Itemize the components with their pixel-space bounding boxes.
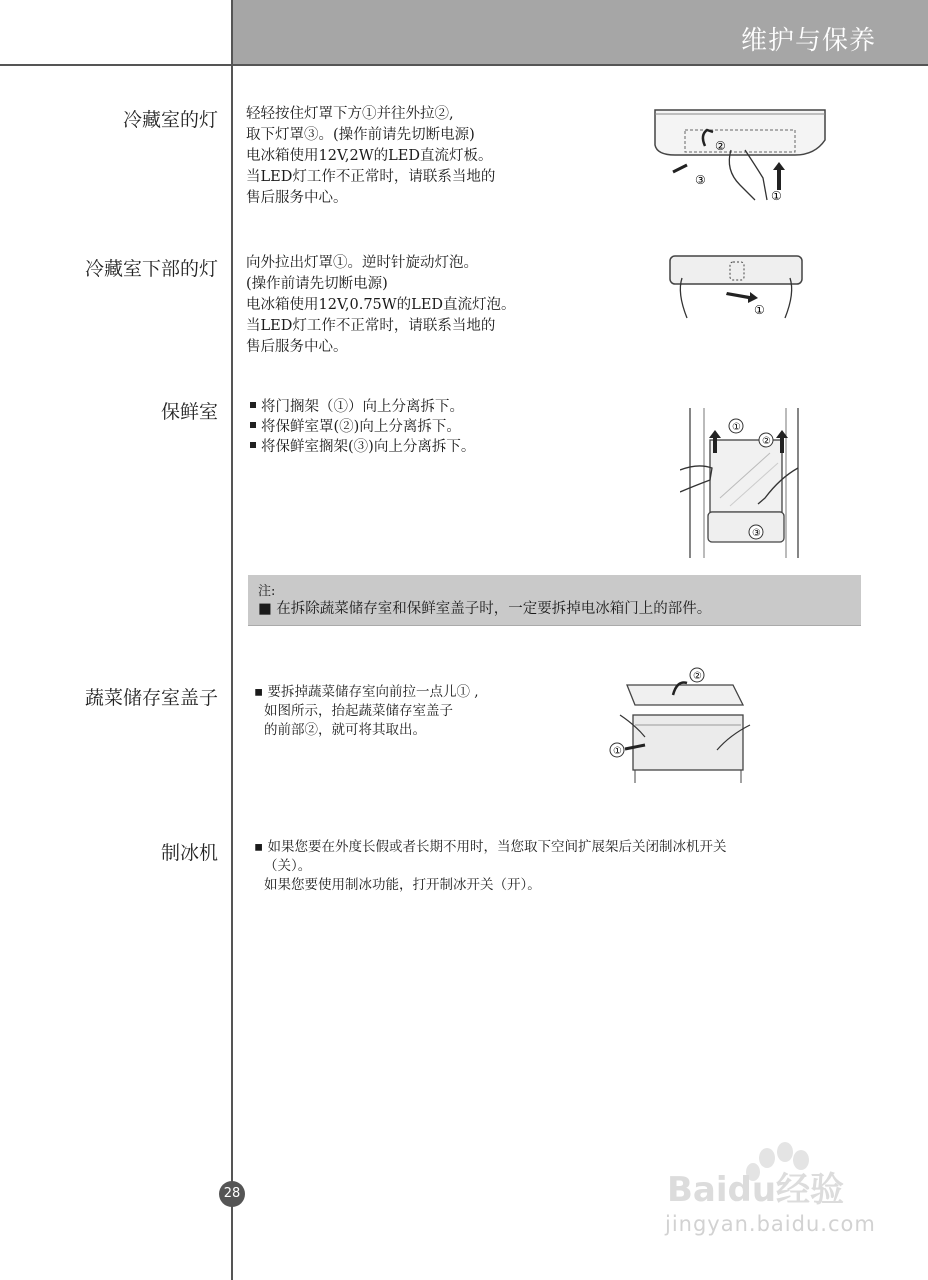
note-label: 注: [258, 584, 276, 599]
text-line: 如图所示，抬起蔬菜储存室盖子 [264, 703, 453, 719]
list-item: 将保鲜室搁架(③)向上分离拆下。 [250, 437, 475, 457]
callout-1: ① [732, 422, 741, 433]
text-line: (操作前请先切断电源) [246, 276, 388, 292]
text-line: （关）。 [264, 858, 312, 874]
callout-1: ① [771, 189, 782, 203]
callout-2: ② [762, 436, 771, 447]
note-box [248, 575, 861, 626]
section-title-fresh-room: 保鲜室 [160, 401, 218, 423]
margin-divider [231, 0, 233, 1280]
list-item: 将门搁架（①）向上分离拆下。 [250, 397, 475, 417]
text-line: 的前部②，就可将其取出。 [264, 722, 426, 738]
section-title-ice-maker: 制冰机 [160, 842, 218, 864]
bullet-icon [250, 422, 256, 428]
text-line: ▪ 要拆掉蔬菜储存室向前拉一点儿① , [254, 684, 479, 700]
text-line: 轻轻按住灯罩下方①并往外拉②, [246, 106, 454, 122]
text-line: 向外拉出灯罩①。逆时针旋动灯泡。 [246, 255, 478, 271]
header-divider [0, 64, 928, 66]
section-title-crisper-cover: 蔬菜储存室盖子 [84, 687, 218, 709]
callout-1: ① [613, 746, 622, 757]
section-title-lower-light: 冷藏室下部的灯 [84, 258, 218, 280]
watermark-url: jingyan.baidu.com [665, 1212, 876, 1236]
bullet-icon [250, 402, 256, 408]
callout-3: ③ [752, 528, 761, 539]
text-line: 电冰箱使用12V,2W的LED直流灯板。 [246, 148, 493, 164]
page-title: 维护与保养 [740, 26, 876, 56]
fridge-light-illustration [645, 100, 835, 210]
crisper-cover-text [254, 683, 479, 740]
section-title-fridge-light: 冷藏室的灯 [122, 109, 218, 131]
bullet-icon [250, 442, 256, 448]
list-item: 将保鲜室罩(②)向上分离拆下。 [250, 417, 475, 437]
callout-2: ② [715, 139, 726, 153]
fresh-room-illustration [680, 408, 810, 558]
watermark-brand: Baidu经验 [667, 1170, 845, 1210]
note-text: ■ 在拆除蔬菜储存室和保鲜室盖子时，一定要拆掉电冰箱门上的部件。 [258, 601, 712, 617]
text-line: 售后服务中心。 [246, 339, 348, 355]
lower-light-illustration [662, 248, 812, 328]
text-line: 电冰箱使用12V,0.75W的LED直流灯泡。 [246, 297, 516, 313]
text-line: 售后服务中心。 [246, 190, 348, 206]
text-line: 当LED灯工作不正常时，请联系当地的 [246, 169, 496, 185]
callout-2: ② [693, 671, 702, 682]
page-number: 28 [219, 1181, 245, 1207]
fresh-room-bullets [250, 397, 475, 457]
lower-light-text [246, 253, 516, 358]
text-line: 如果您要使用制冰功能，打开制冰开关（开）。 [264, 877, 541, 893]
header-bar [233, 0, 928, 64]
text-line: 当LED灯工作不正常时，请联系当地的 [246, 318, 496, 334]
text-line: 取下灯罩③。(操作前请先切断电源) [246, 127, 475, 143]
fridge-light-text [246, 104, 495, 209]
crisper-cover-illustration [605, 655, 755, 785]
callout-3: ③ [695, 173, 706, 187]
callout-1: ① [754, 303, 765, 317]
ice-maker-text [254, 838, 726, 895]
text-line: ▪ 如果您要在外度长假或者长期不用时，当您取下空间扩展架后关闭制冰机开关 [254, 839, 727, 855]
